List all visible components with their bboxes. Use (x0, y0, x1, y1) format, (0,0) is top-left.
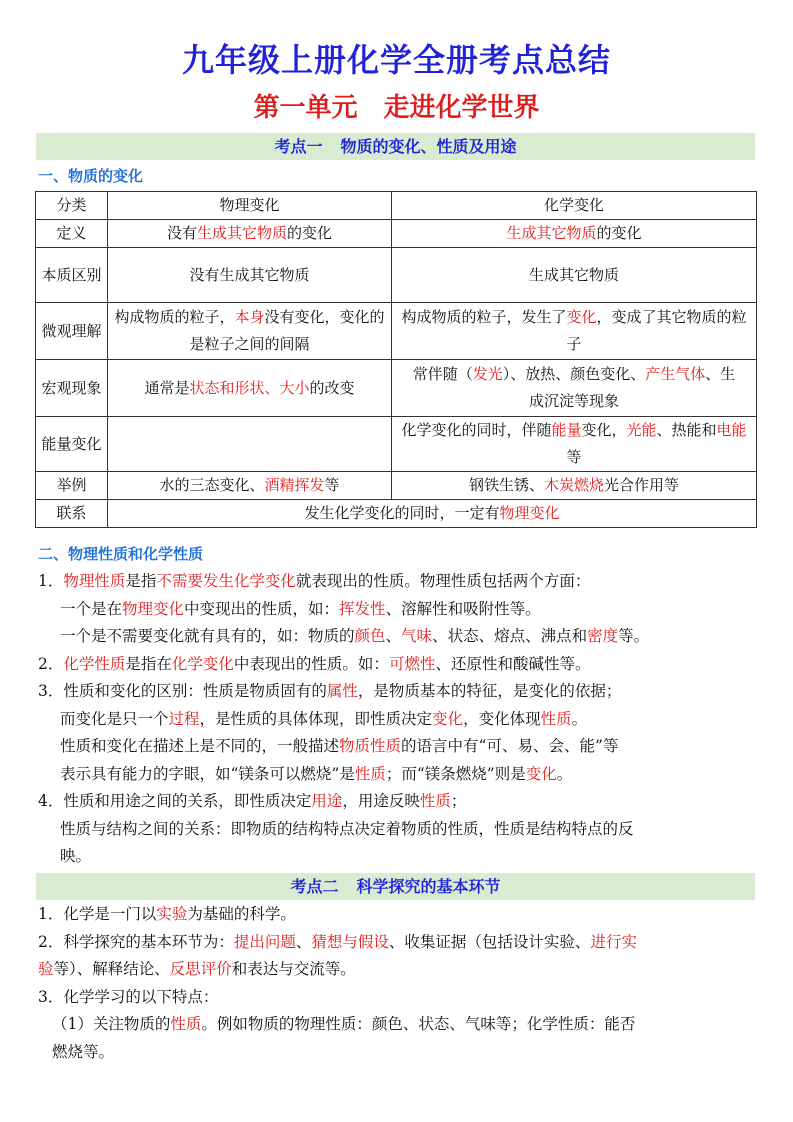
text-line (38, 596, 760, 624)
text-segment: 和表达与交流等。 (231, 960, 356, 978)
text-segment: 构成物质的粒子，发生了 (401, 308, 567, 326)
text-segment: 为基础的科学。 (187, 905, 296, 923)
unit-title (0, 91, 793, 125)
physical-cell (108, 220, 392, 248)
text-segment: 性质与结构之间的关系：即物质的结构特点决定着物质的性质，性质是结构特点的反 (60, 819, 634, 838)
text-segment: 中变现出的性质，如： (184, 599, 340, 618)
unit-name: 走进化学世界 (383, 93, 540, 123)
text-segment: ； (450, 792, 467, 810)
chemical-cell (392, 417, 757, 472)
chemical-cell (392, 360, 757, 417)
text-segment: ，是物质基本的特征，是变化的依据； (357, 682, 622, 700)
highlight-text: 变化 (566, 308, 597, 326)
text-segment: ，变化体现 (463, 709, 541, 728)
physical-cell (108, 303, 392, 360)
highlight-text: 气味 (401, 627, 433, 645)
text-line (38, 1011, 760, 1039)
text-segment: 就表现出的性质。物理性质包括两个方面： (295, 572, 591, 590)
chemical-cell (392, 220, 757, 248)
chemical-cell (392, 248, 757, 303)
text-segment: 2．科学探究的基本环节为： (38, 932, 234, 951)
text-line (38, 1039, 760, 1067)
highlight-text: 物理变化 (122, 599, 185, 618)
topic-name: 物质的变化、性质及用途 (340, 137, 517, 156)
highlight-text: 生成其它物质 (506, 224, 597, 242)
text-segment: 等）、解释结论、 (53, 960, 170, 978)
highlight-text: 可燃性 (388, 654, 436, 673)
text-segment: 的语言中有“可、易、会、能”等 (401, 737, 619, 755)
highlight-text: 不需要发生化学变化 (156, 572, 296, 590)
text-segment: ；而“镁条燃烧”则是 (385, 764, 526, 783)
text-segment: 的变化 (596, 224, 642, 242)
text-segment: 光合作用等 (604, 476, 680, 494)
row-label: 宏观现象 (36, 360, 108, 417)
highlight-text: 猜想与假设 (311, 932, 389, 951)
text-line (38, 733, 760, 761)
text-line (38, 623, 760, 651)
text-line (38, 678, 760, 706)
text-segment: 。 (556, 764, 573, 783)
highlight-text: 实验 (156, 905, 188, 923)
text-line (38, 568, 760, 596)
text-segment: 映。 (60, 847, 92, 865)
text-segment: 通常是 (144, 378, 190, 397)
text-segment: 的变化 (287, 224, 333, 242)
physical-cell (108, 248, 392, 303)
text-line (38, 761, 760, 789)
highlight-text: 产生气体 (645, 365, 706, 383)
highlight-text: 性质 (354, 764, 386, 783)
text-segment: 等 (566, 448, 582, 466)
text-line (38, 929, 760, 957)
highlight-text: 变化 (432, 709, 464, 728)
text-segment: 燃烧等。 (52, 1042, 115, 1061)
text-segment: 、收集证据（包括设计实验、 (388, 932, 591, 951)
text-segment: ，变成了其它物质的粒子 (566, 308, 747, 353)
text-segment: 没有变化，变化的是粒子之间的间隔 (189, 308, 385, 353)
highlight-text: 酒精挥发 (264, 476, 325, 494)
text-segment: 。 (571, 709, 588, 728)
highlight-text: 生成其它物质 (196, 224, 287, 242)
row-label: 联系 (36, 500, 108, 528)
highlight-text: 变化 (525, 764, 557, 783)
text-segment: 等 (324, 476, 340, 494)
text-segment: 发生化学变化的同时，一定有 (304, 504, 500, 522)
text-segment: 1． (38, 572, 64, 590)
link-cell (108, 500, 757, 528)
row-label: 本质区别 (36, 248, 108, 303)
chemical-cell (392, 472, 757, 500)
table-row (36, 472, 757, 500)
table-header-cell: 分类 (36, 192, 108, 220)
text-segment: 、生成沉淀等现象 (528, 365, 736, 410)
text-segment: 3．性质和变化的区别：性质是物质固有的 (38, 682, 327, 700)
text-segment: 是指在 (125, 654, 172, 673)
highlight-text: 化学变化 (171, 654, 234, 673)
text-segment: 性质和变化在描述上是不同的，一般描述 (60, 737, 340, 755)
highlight-text: 性质 (540, 709, 572, 728)
text-segment: 、 (385, 627, 402, 645)
highlight-text: 反思评价 (169, 960, 232, 978)
highlight-text: 化学性质 (63, 654, 126, 673)
row-label: 能量变化 (36, 417, 108, 472)
chemical-cell (392, 303, 757, 360)
highlight-text: 属性 (326, 682, 358, 700)
text-segment: 。例如物质的物理性质：颜色、状态、气味等；化学性质：能否 (201, 1015, 636, 1033)
topic-name: 科学探究的基本环节 (356, 877, 501, 896)
highlight-text: 密度 (587, 627, 619, 645)
row-label: 微观理解 (36, 303, 108, 360)
highlight-text: 电能 (716, 421, 747, 439)
text-segment: ，是性质的具体体现，即性质决定 (199, 709, 433, 728)
text-segment: ，用途反映 (342, 792, 420, 810)
text-line (38, 843, 760, 871)
text-segment: 钢铁生锈、 (468, 476, 544, 494)
table-row (36, 303, 757, 360)
table-header-cell: 物理变化 (108, 192, 392, 220)
table-row-link (36, 500, 757, 528)
topic-label: 考点一 (274, 137, 323, 156)
highlight-text: 颜色 (354, 627, 386, 645)
highlight-text: 用途 (311, 792, 343, 810)
physical-cell (108, 360, 392, 417)
highlight-text: 性质 (419, 792, 451, 810)
table-row (36, 417, 757, 472)
text-segment: 而变化是只一个 (60, 709, 169, 728)
text-line (38, 984, 760, 1012)
text-segment: 水的三态变化、 (159, 476, 265, 494)
highlight-text: 物质性质 (339, 737, 402, 755)
text-segment: 、热能和 (656, 421, 717, 439)
highlight-text: 提出问题 (233, 932, 296, 951)
text-line (38, 816, 760, 844)
table-header-row (36, 192, 757, 220)
text-line (38, 706, 760, 734)
row-label: 举例 (36, 472, 108, 500)
text-segment: 常伴随（ (412, 365, 473, 383)
text-segment: 构成物质的粒子， (114, 308, 235, 326)
topic-band-2 (36, 873, 755, 900)
text-segment: 是指 (125, 572, 157, 590)
physical-cell (108, 417, 392, 472)
text-segment: 2． (38, 654, 64, 673)
highlight-text: 进行实 (590, 932, 637, 951)
text-segment: 1．化学是一门以 (38, 905, 157, 923)
section-heading-changes: 一、物质的变化 (38, 167, 144, 185)
text-segment: 、状态、熔点、沸点和 (432, 627, 588, 645)
text-segment: 等。 (618, 627, 650, 645)
text-segment: 3．化学学习的以下特点： (38, 987, 219, 1006)
row-label: 定义 (36, 220, 108, 248)
text-segment: ）、放热、颜色变化、 (502, 365, 646, 383)
table-header-cell: 化学变化 (392, 192, 757, 220)
highlight-text: 物理变化 (499, 504, 560, 522)
text-segment: 、 (295, 932, 312, 951)
text-segment: 没有生成其它物质 (189, 265, 310, 284)
text-line (38, 651, 760, 679)
topic-label: 考点二 (290, 877, 339, 896)
highlight-text: 发光 (472, 365, 503, 383)
text-segment: 一个是在 (60, 599, 123, 618)
text-segment: （1）关注物质的 (52, 1015, 171, 1033)
highlight-text: 性质 (170, 1015, 202, 1033)
text-line (38, 901, 760, 929)
topic-band-1 (36, 133, 755, 160)
text-segment: 化学变化的同时，伴随 (401, 421, 552, 439)
text-segment: 的改变 (309, 378, 355, 397)
highlight-text: 过程 (168, 709, 200, 728)
table-row (36, 360, 757, 417)
highlight-text: 能量 (551, 421, 582, 439)
text-segment: 变化， (581, 421, 627, 439)
section-heading-properties: 二、物理性质和化学性质 (38, 545, 204, 563)
physical-cell (108, 472, 392, 500)
unit-label: 第一单元 (253, 93, 358, 123)
highlight-text: 物理性质 (63, 572, 126, 590)
properties-paragraphs (38, 568, 760, 871)
highlight-text: 木炭燃烧 (543, 476, 604, 494)
highlight-text: 挥发性 (339, 599, 386, 618)
table-row (36, 248, 757, 303)
text-segment: 表示具有能力的字眼，如“镁条可以燃烧”是 (60, 764, 355, 783)
inquiry-paragraphs (38, 901, 760, 1066)
highlight-text: 验 (38, 960, 54, 978)
text-segment: 中表现出的性质。如： (233, 654, 389, 673)
text-line (38, 788, 760, 816)
text-segment: 、溶解性和吸附性等。 (385, 599, 541, 618)
text-segment: 、还原性和酸碱性等。 (435, 654, 591, 673)
table-row (36, 220, 757, 248)
text-line (38, 956, 760, 984)
text-segment: 没有 (166, 224, 197, 242)
comparison-table (35, 191, 757, 528)
highlight-text: 本身 (234, 308, 265, 326)
page-title: 九年级上册化学全册考点总结 (181, 41, 611, 79)
text-segment: 一个是不需要变化就有具有的，如：物质的 (60, 627, 355, 645)
highlight-text: 状态和形状、大小 (189, 378, 310, 397)
text-segment: 4．性质和用途之间的关系，即性质决定 (38, 792, 312, 810)
highlight-text: 光能 (626, 421, 657, 439)
text-segment: 生成其它物质 (528, 265, 619, 284)
